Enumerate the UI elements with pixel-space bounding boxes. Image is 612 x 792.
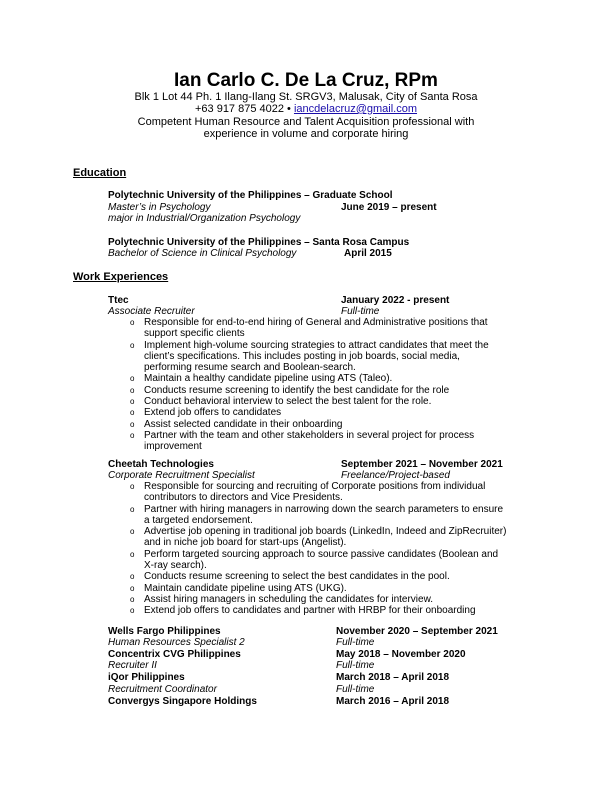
bullet-icon: o — [130, 527, 135, 537]
edu-major-1: major in Industrial/Organization Psychology — [108, 213, 301, 224]
list-item: o Extend job offers to candidates — [130, 407, 282, 419]
list-item: o Partner with the team and other stakeholders in several project for process improvement — [130, 429, 475, 453]
list-item: o Conducts resume screening to identify the best candidate for the role — [130, 384, 450, 396]
job-title-1: Associate Recruiter — [108, 306, 195, 317]
list-item: o Assist selected candidate in their onboarding — [130, 418, 343, 430]
job-bullets-2 — [130, 481, 510, 617]
job-title-2: Corporate Recruitment Specialist — [108, 470, 255, 481]
summary-line-1: Competent Human Resource and Talent Acquisition professional with — [137, 116, 475, 128]
list-item: o Maintain a healthy candidate pipeline using ATS (Taleo). — [130, 373, 393, 385]
email-link[interactable]: iancdelacruz@gmail.com — [293, 103, 418, 115]
list-item: o Conduct behavioral interview to select the best talent for the role. — [130, 396, 432, 408]
list-item: o Assist hiring managers in scheduling the candidates for interview. — [130, 593, 434, 605]
bullet-icon: o — [130, 594, 135, 604]
candidate-name: Ian Carlo C. De La Cruz, RPm — [174, 70, 438, 91]
bullet-icon: o — [130, 482, 135, 491]
bullet-icon: o — [130, 583, 135, 593]
job-type-2: Freelance/Project-based — [341, 470, 450, 481]
job-company-5: iQor Philippines — [108, 672, 185, 683]
bullet-icon: o — [130, 606, 135, 616]
contact-line — [0, 103, 612, 115]
bullet-icon: o — [130, 572, 135, 582]
bullet-icon: o — [130, 549, 135, 559]
edu-school-2: Polytechnic University of the Philippines – Santa Rosa Campus — [108, 237, 410, 248]
job-date-4: May 2018 – November 2020 — [336, 649, 466, 660]
job-company-2: Cheetah Technologies — [108, 459, 214, 470]
job-company-4: Concentrix CVG Philippines — [108, 649, 241, 660]
summary-line-2: experience in volume and corporate hiring — [203, 128, 409, 140]
edu-date-2: April 2015 — [344, 248, 392, 259]
bullet-icon: o — [130, 504, 135, 514]
bullet-icon: o — [130, 419, 135, 429]
list-item: o Partner with hiring managers in narrowing down the search parameters to ensure a targeted endorsement. — [130, 503, 504, 526]
job-date-2: September 2021 – November 2021 — [341, 459, 503, 470]
job-title-3: Human Resources Specialist 2 — [108, 637, 245, 648]
work-heading: Work Experiences — [73, 271, 169, 283]
bullet-icon: o — [130, 397, 135, 407]
job-date-1: January 2022 - present — [341, 295, 450, 306]
job-company-1: Ttec — [108, 295, 129, 306]
job-bullets-1 — [130, 317, 510, 453]
bullet-icon: o — [130, 340, 135, 350]
job-date-6: March 2016 – April 2018 — [336, 696, 450, 707]
edu-date-1: June 2019 – present — [341, 202, 437, 213]
job-date-3: November 2020 – September 2021 — [336, 626, 498, 637]
job-company-3: Wells Fargo Philippines — [108, 626, 221, 637]
job-type-5: Full-time — [336, 684, 375, 695]
bullet-icon: o — [130, 374, 135, 384]
edu-degree-1: Master’s in Psychology — [108, 202, 211, 213]
job-company-6: Convergys Singapore Holdings — [108, 696, 257, 707]
edu-degree-2: Bachelor of Science in Clinical Psychology — [108, 248, 297, 259]
bullet-icon: o — [130, 318, 135, 327]
job-title-4: Recruiter II — [108, 660, 157, 671]
job-type-4: Full-time — [336, 660, 375, 671]
list-item: o Conducts resume screening to select the best candidates in the pool. — [130, 571, 450, 583]
education-heading: Education — [73, 167, 127, 179]
job-title-5: Recruitment Coordinator — [108, 684, 217, 695]
list-item: o Perform targeted sourcing approach to source passive candidates (Boolean and X-ray search). — [130, 548, 499, 572]
phone-number: +63 917 875 4022 • — [194, 103, 291, 115]
job-type-3: Full-time — [336, 637, 375, 648]
list-item: o Responsible for sourcing and recruiting of Corporate positions from individual contributors to directors and Vice Presidents. — [130, 481, 486, 504]
list-item: o Maintain candidate pipeline using ATS (UKG). — [130, 582, 347, 594]
edu-school-1: Polytechnic University of the Philippines – Graduate School — [108, 190, 393, 201]
job-type-1: Full-time — [341, 306, 380, 317]
job-date-5: March 2018 – April 2018 — [336, 672, 450, 683]
bullet-icon: o — [130, 408, 135, 418]
bullet-icon: o — [130, 430, 135, 440]
bullet-icon: o — [130, 385, 135, 395]
list-item: o Advertise job opening in traditional job boards (LinkedIn, Indeed and ZipRecruiter) and in niche job board for start-ups (Angelist). — [130, 526, 507, 549]
address-line: Blk 1 Lot 44 Ph. 1 Ilang-Ilang St. SRGV3, Malusak, City of Santa Rosa — [134, 91, 478, 103]
list-item: o Extend job offers to candidates and partner with HRBP for their onboarding — [130, 605, 476, 617]
list-item: o Responsible for end-to-end hiring of General and Administrative positions that support specific clients — [130, 317, 488, 340]
list-item: o Implement high-volume sourcing strategies to attract candidates that meet the client’s specifications. This includes posting in job boards, social media, performing resume search and Boolean-search. — [130, 339, 489, 374]
